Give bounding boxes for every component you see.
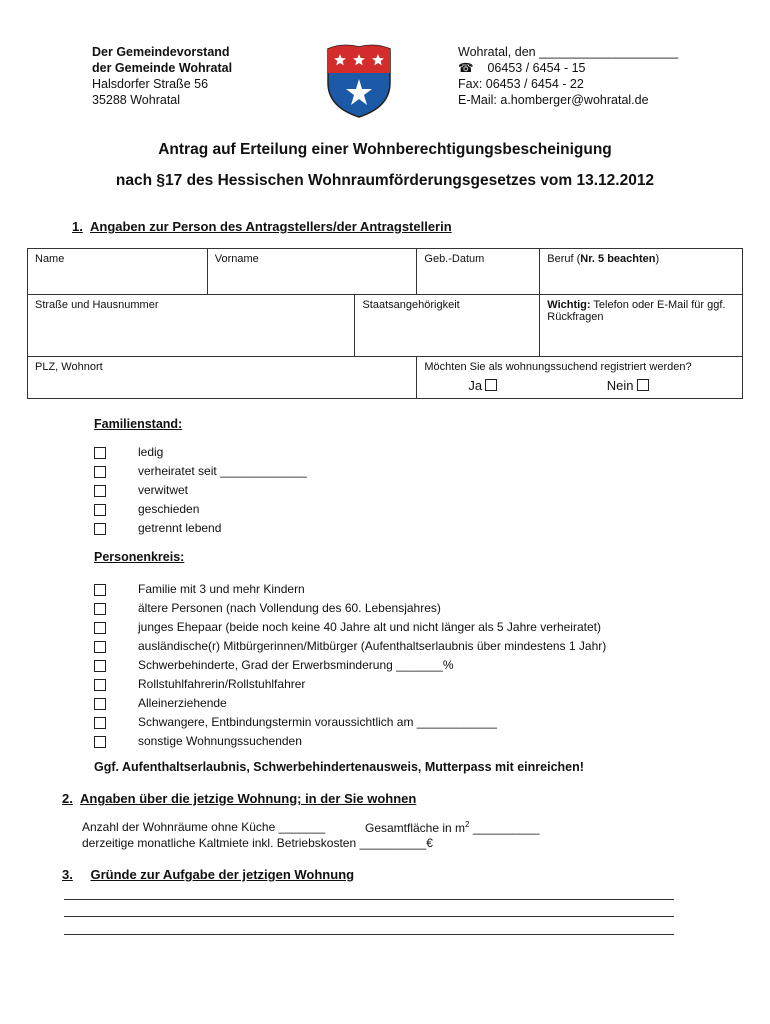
- section3-number: 3.: [62, 867, 73, 882]
- familienstand-option-label: verwitwet: [138, 483, 189, 497]
- personenkreis-option-checkbox[interactable]: [94, 698, 106, 710]
- phone-line: [458, 60, 678, 76]
- ja-label: Ja: [468, 378, 483, 393]
- personenkreis-option-label: Schwerbehinderte, Grad der Erwerbsminderung _______%: [138, 658, 454, 672]
- personenkreis-option-checkbox[interactable]: [94, 717, 106, 729]
- phone-number: 06453 / 6454 - 15: [487, 61, 586, 75]
- personenkreis-option-label: Schwangere, Entbindungstermin voraussichtlich am ____________: [138, 715, 497, 729]
- org-city: 35288 Wohratal: [92, 93, 181, 107]
- personenkreis-option-label: Alleinerziehende: [138, 696, 227, 710]
- name-field[interactable]: Name: [28, 249, 208, 295]
- einreichen-note: Ggf. Aufenthaltserlaubnis, Schwerbehindertenausweis, Mutterpass mit einreichen!: [94, 760, 584, 774]
- place-date: Wohratal, den ____________________: [458, 45, 679, 59]
- wohnraeume-field[interactable]: Anzahl der Wohnräume ohne Küche _______: [82, 820, 326, 834]
- personenkreis-option-checkbox[interactable]: [94, 660, 106, 672]
- ja-checkbox[interactable]: [485, 379, 497, 391]
- familienstand-option-checkbox[interactable]: [94, 523, 106, 535]
- personenkreis-option-checkbox[interactable]: [94, 679, 106, 691]
- beruf-field[interactable]: Beruf (Nr. 5 beachten): [540, 249, 743, 295]
- plz-wohnort-field[interactable]: PLZ, Wohnort: [28, 357, 417, 399]
- section3-heading: [62, 867, 354, 882]
- familienstand-option-label: ledig: [138, 445, 164, 459]
- familienstand-option-checkbox[interactable]: [94, 447, 106, 459]
- familienstand-option-label: getrennt lebend: [138, 521, 222, 535]
- contact-block: [458, 44, 678, 108]
- form-subtitle: nach §17 des Hessischen Wohnraumförderungsgesetzes vom 13.12.2012: [115, 172, 655, 189]
- personenkreis-option-checkbox[interactable]: [94, 641, 106, 653]
- familienstand-option-label: verheiratet seit _____________: [138, 464, 307, 478]
- geburtsdatum-field[interactable]: Geb.-Datum: [417, 249, 540, 295]
- personenkreis-option-label: Rollstuhlfahrerin/Rollstuhlfahrer: [138, 677, 306, 691]
- vorname-field[interactable]: Vorname: [207, 249, 417, 295]
- familienstand-heading: Familienstand:: [94, 417, 183, 431]
- section1-title: Angaben zur Person des Antragstellers/der Antragstellerin: [89, 219, 452, 234]
- personenkreis-option-label: ältere Personen (nach Vollendung des 60. Lebensjahres): [138, 601, 441, 615]
- org-line2: der Gemeinde Wohratal: [92, 61, 233, 75]
- form-title: Antrag auf Erteilung einer Wohnberechtigungsbescheinigung: [158, 141, 612, 158]
- gesamtflaeche-field[interactable]: Gesamtfläche in $m^2$ __________: [365, 820, 540, 835]
- familienstand-option-checkbox[interactable]: [94, 485, 106, 497]
- staatsangehoerigkeit-field[interactable]: Staatsangehörigkeit: [355, 295, 540, 357]
- section1-number: 1.: [72, 219, 83, 234]
- email-line: E-Mail: a.homberger@wohratal.de: [458, 93, 649, 107]
- nein-label: Nein: [606, 378, 634, 393]
- personenkreis-option-checkbox[interactable]: [94, 622, 106, 634]
- sender-block: [92, 44, 232, 108]
- personenkreis-option-checkbox[interactable]: [94, 603, 106, 615]
- section2-number: 2.: [62, 791, 73, 806]
- registrierung-question: Möchten Sie als wohnungssuchend registriert werden?: [424, 361, 692, 373]
- familienstand-option-checkbox[interactable]: [94, 466, 106, 478]
- personenkreis-option-label: junges Ehepaar (beide noch keine 40 Jahre alt und nicht länger als 5 Jahre verheiratet): [138, 620, 601, 634]
- kaltmiete-field[interactable]: derzeitige monatliche Kaltmiete inkl. Betriebskosten __________€: [82, 836, 433, 850]
- kontakt-field[interactable]: Wichtig: Telefon oder E-Mail für ggf. Rückfragen: [540, 295, 743, 357]
- coat-of-arms: [326, 43, 392, 119]
- nein-checkbox[interactable]: [637, 379, 649, 391]
- personenkreis-option-checkbox[interactable]: [94, 736, 106, 748]
- org-street: Halsdorfer Straße 56: [92, 77, 209, 91]
- section1-heading: [72, 219, 452, 234]
- strasse-field[interactable]: Straße und Hausnummer: [28, 295, 355, 357]
- gruende-line-1[interactable]: [64, 899, 674, 900]
- familienstand-option-label: geschieden: [138, 502, 200, 516]
- fax-line: Fax: 06453 / 6454 - 22: [458, 77, 584, 91]
- gruende-line-3[interactable]: [64, 934, 674, 935]
- familienstand-option-checkbox[interactable]: [94, 504, 106, 516]
- personenkreis-option-label: ausländische(r) Mitbürgerinnen/Mitbürger (Aufenthaltserlaubnis über mindestens 1 Jahr): [138, 639, 607, 653]
- section2-title: Angaben über die jetzige Wohnung; in der Sie wohnen: [79, 791, 417, 806]
- person-table: [27, 248, 743, 399]
- phone-icon: ☎: [458, 61, 474, 75]
- personenkreis-option-label: Familie mit 3 und mehr Kindern: [138, 582, 305, 596]
- personenkreis-option-label: sonstige Wohnungssuchenden: [138, 734, 302, 748]
- personenkreis-option-checkbox[interactable]: [94, 584, 106, 596]
- section2-heading: [62, 791, 416, 806]
- org-line1: Der Gemeindevorstand: [92, 45, 230, 59]
- personenkreis-heading: Personenkreis:: [94, 550, 185, 564]
- registrierung-field: [417, 357, 743, 399]
- section3-title: Gründe zur Aufgabe der jetzigen Wohnung: [90, 867, 355, 882]
- gruende-line-2[interactable]: [64, 916, 674, 917]
